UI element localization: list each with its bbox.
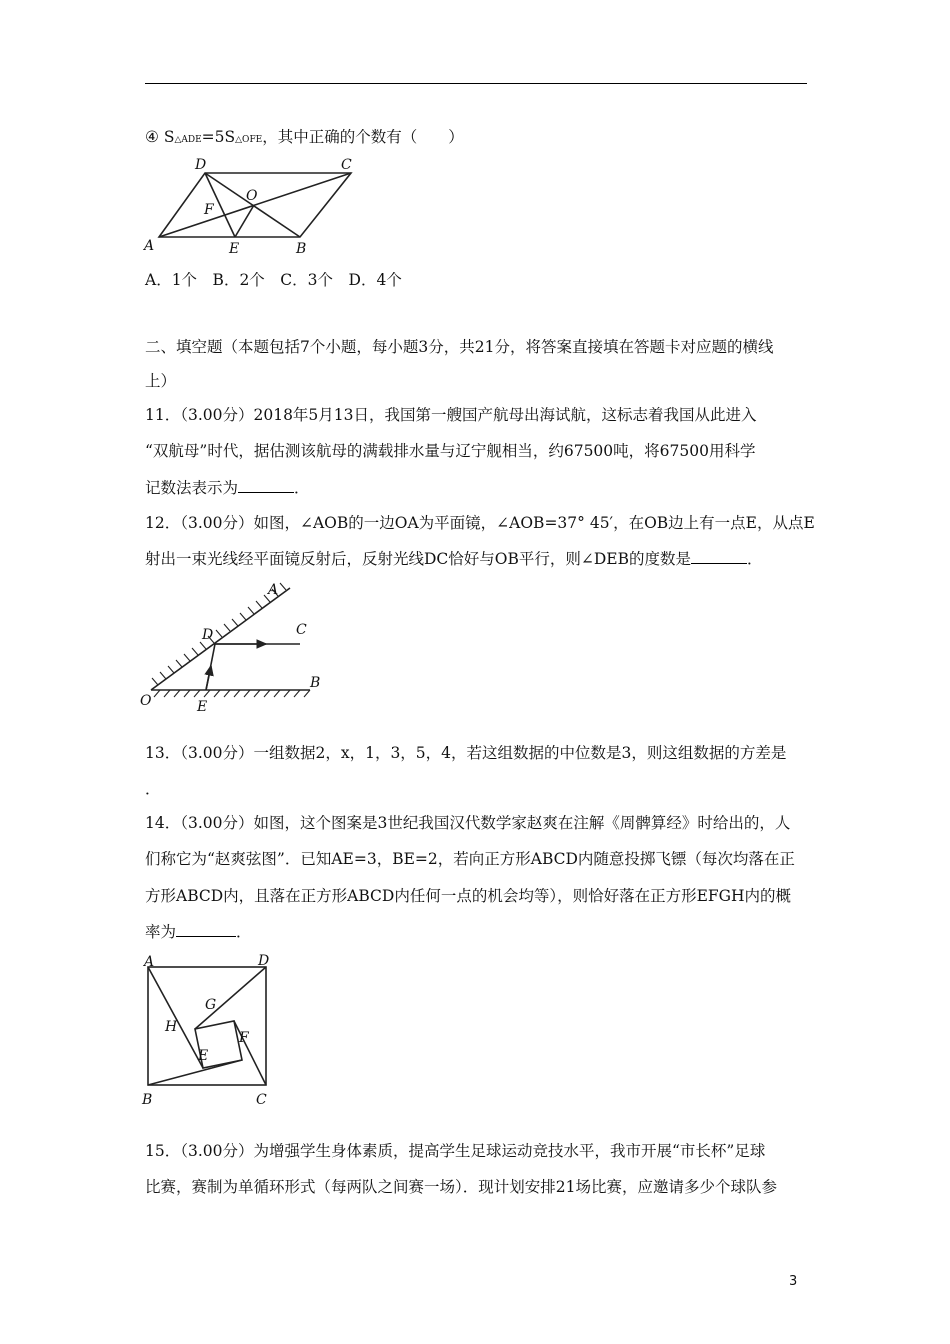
fig10-label-d: D (195, 157, 207, 173)
parallelogram-figure (140, 150, 365, 260)
fig12-label-o: O (140, 693, 152, 709)
fig14-label-e: E (198, 1048, 209, 1064)
fig14-label-a: A (144, 954, 155, 970)
fig10-label-o: O (246, 188, 258, 204)
fig12-label-d: D (202, 627, 214, 643)
fig10-label-b: B (296, 241, 307, 257)
q14-answer-blank[interactable] (176, 922, 236, 937)
q13-line2: ． (145, 780, 161, 798)
section2-heading-line1: 二、填空题（本题包括7个小题，每小题3分，共21分，将答案直接填在答题卡对应题的横线 (145, 338, 774, 356)
q14-line2: 们称它为“赵爽弦图”．已知AE=3，BE=2，若向正方形ABCD内随意投掷飞镖（每次均落在正 (145, 850, 795, 868)
q15-line1: 15．（3.00分）为增强学生身体素质，提高学生足球运动竞技水平，我市开展“市长杯”足球 (145, 1142, 766, 1160)
mirror-reflection-figure (138, 578, 338, 718)
fig10-label-f: F (204, 202, 214, 218)
header-rule (145, 83, 807, 84)
fig14-label-b: B (142, 1092, 153, 1108)
fig10-label-a: A (144, 238, 155, 254)
q12-line1: 12．（3.00分）如图，∠AOB的一边OA为平面镜，∠AOB=37° 45′，在OB边上有一点E，从点E (145, 514, 815, 532)
q11-answer-blank[interactable] (238, 478, 294, 493)
fig14-label-f: F (239, 1030, 249, 1046)
fig10-label-c: C (341, 157, 352, 173)
fig12-label-e: E (197, 699, 208, 715)
fig14-label-c: C (256, 1092, 267, 1108)
fig14-label-h: H (165, 1019, 178, 1035)
page-number: 3 (789, 1274, 798, 1289)
q14-line3: 方形ABCD内，且落在正方形ABCD内任何一点的机会均等），则恰好落在正方形EFGH内的概 (145, 887, 792, 905)
fig12-label-c: C (296, 622, 307, 638)
fig12-label-b: B (310, 675, 321, 691)
zhao-shuang-square-figure (138, 950, 288, 1110)
q11-line2: “双航母”时代，据估测该航母的满载排水量与辽宁舰相当，约67500吨，将67500用科学 (145, 442, 756, 460)
q10-options: A．1个 B．2个 C．3个 D．4个 (145, 271, 402, 289)
q14-line1: 14．（3.00分）如图，这个图案是3世纪我国汉代数学家赵爽在注解《周髀算经》时给出的，人 (145, 814, 791, 832)
q10-statement-4: ④ S△ADE=5S△OFE，其中正确的个数有（ ） (145, 128, 464, 146)
q15-line2: 比赛，赛制为单循环形式（每两队之间赛一场）．现计划安排21场比赛，应邀请多少个球队参 (145, 1178, 777, 1196)
q13-line1: 13．（3.00分）一组数据2，x，1，3，5，4，若这组数据的中位数是3，则这组数据的方差是 (145, 744, 787, 762)
fig12-label-a: A (268, 582, 279, 598)
fig14-label-d: D (258, 953, 270, 969)
section2-heading-line2: 上） (145, 372, 177, 390)
q12-line2: 射出一束光线经平面镜反射后，反射光线DC恰好与OB平行，则∠DEB的度数是 ． (145, 550, 763, 568)
q11-line3: 记数法表示为 ． (145, 479, 310, 497)
q14-line4: 率为 ． (145, 923, 252, 941)
fig14-label-g: G (205, 997, 217, 1013)
q11-line1: 11．（3.00分）2018年5月13日，我国第一艘国产航母出海试航，这标志着我国从此进入 (145, 406, 757, 424)
q12-answer-blank[interactable] (691, 549, 747, 564)
fig10-label-e: E (229, 241, 240, 257)
